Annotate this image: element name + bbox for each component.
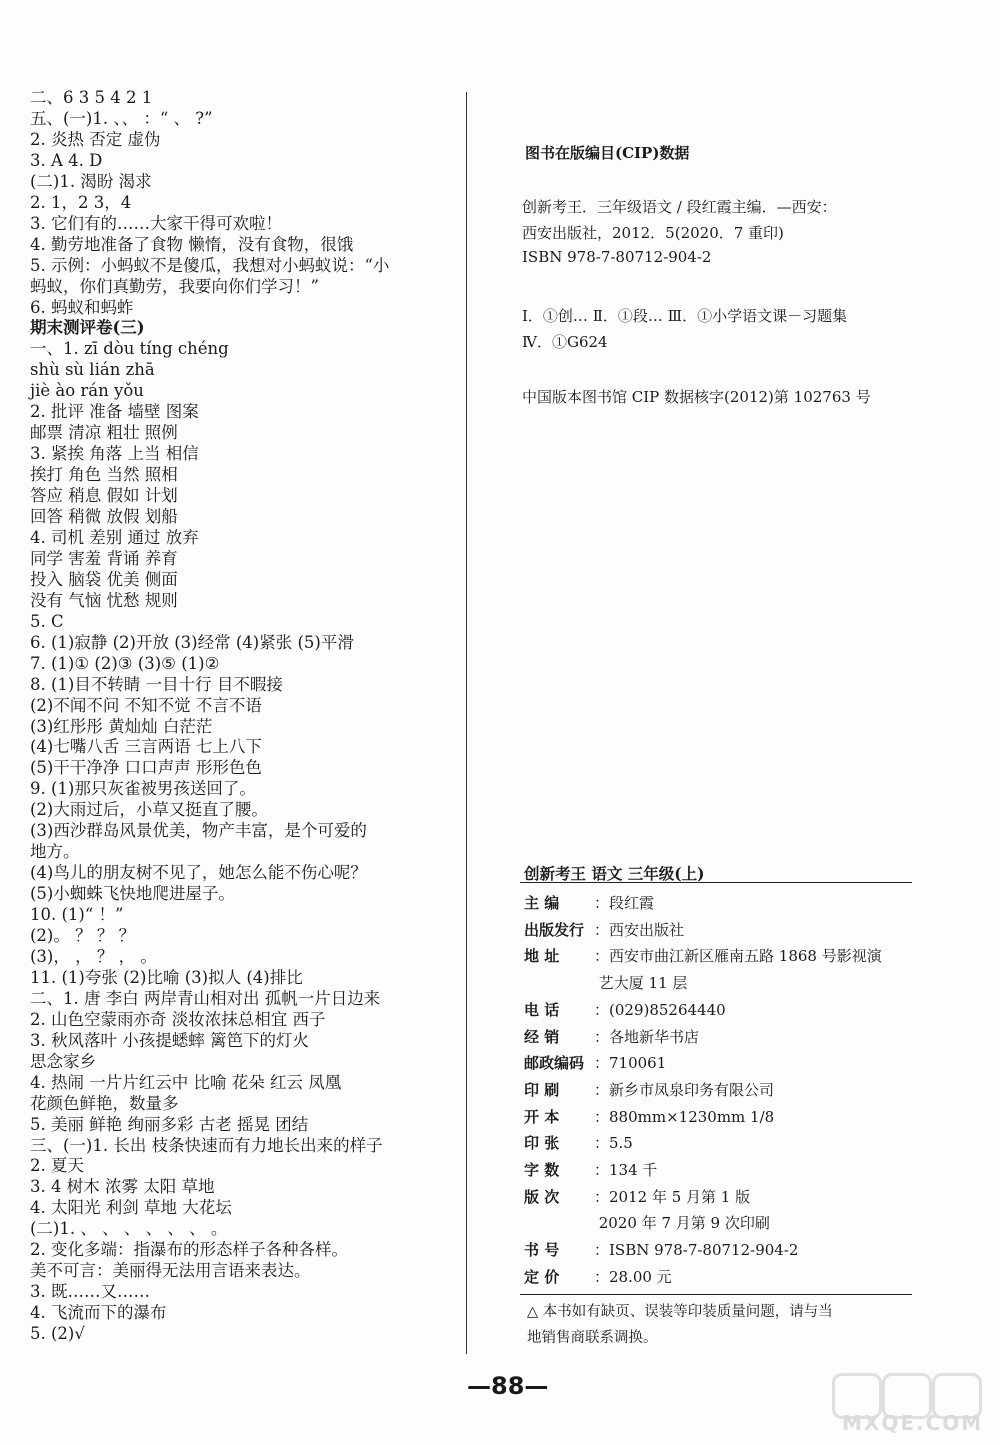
page-number: —88— bbox=[467, 1372, 549, 1400]
answer-line: 3. 它们有的……大家干得可欢啦！ bbox=[30, 213, 282, 233]
cip-line: ISBN 978-7-80712-904-2 bbox=[522, 248, 712, 266]
publication-row bbox=[524, 919, 684, 940]
answer-line: 5. 美丽 鲜艳 绚丽多彩 古老 摇晃 团结 bbox=[30, 1114, 309, 1134]
row-value: ：ISBN 978-7-80712-904-2 bbox=[594, 1241, 799, 1260]
cip-title: 图书在版编目(CIP)数据 bbox=[525, 144, 690, 162]
row-label: 印 刷 bbox=[524, 1080, 560, 1099]
row-label: 地 址 bbox=[524, 947, 560, 966]
publication-row bbox=[524, 1026, 699, 1047]
answer-line: (3)西沙群岛风景优美，物产丰富，是个可爱的 bbox=[30, 821, 367, 841]
publication-row bbox=[524, 1106, 774, 1127]
answer-line: 蚂蚁，你们真勤劳，我要向你们学习！” bbox=[30, 276, 319, 296]
answer-line: 5. C bbox=[30, 611, 64, 631]
answer-line: 3. A 4. D bbox=[30, 150, 103, 170]
answer-line: 4. 太阳光 利剑 草地 大花坛 bbox=[30, 1198, 232, 1218]
answer-line: 11. (1)夸张 (2)比喻 (3)拟人 (4)排比 bbox=[30, 967, 303, 987]
answer-line: 6. 蚂蚁和蚂蚱 bbox=[30, 297, 134, 317]
answer-line: 9. (1)那只灰雀被男孩送回了。 bbox=[30, 779, 256, 799]
row-value: ：880mm×1230mm 1/8 bbox=[594, 1107, 775, 1126]
answer-line: 地方。 bbox=[30, 842, 80, 862]
cip-line: 西安出版社，2012．5(2020．7 重印) bbox=[522, 224, 784, 242]
answer-line: 期末测评卷(三) bbox=[30, 318, 145, 338]
answer-line: (二)1. 、 、 、 、 、 、 。 bbox=[30, 1219, 228, 1239]
answer-line: 3. 既……又…… bbox=[30, 1282, 150, 1302]
answer-line: (5)干干净净 口口声声 形形色色 bbox=[30, 758, 262, 778]
row-value: ：(029)85264440 bbox=[594, 1000, 726, 1019]
cip-line: Ⅳ．①G624 bbox=[522, 333, 608, 351]
watermark-text: MXQE.COM bbox=[842, 1411, 984, 1435]
answer-line: 二、6 3 5 4 2 1 bbox=[30, 88, 153, 107]
answer-line: (2)不闻不问 不知不觉 不言不语 bbox=[30, 695, 262, 715]
answer-line: 五、(一)1. 、、 ：“ 、 ?” bbox=[30, 108, 213, 128]
column-divider bbox=[466, 92, 467, 1354]
answer-line: 6. (1)寂静 (2)开放 (3)经常 (4)紧张 (5)平滑 bbox=[30, 632, 354, 652]
row-value: ：5.5 bbox=[594, 1134, 633, 1153]
row-value: 2020 年 7 月第 9 次印刷 bbox=[594, 1214, 770, 1233]
answer-line: 4. 飞流而下的瀑布 bbox=[30, 1303, 167, 1323]
row-value: ：710061 bbox=[594, 1054, 667, 1073]
answer-line: 投入 脑袋 优美 侧面 bbox=[30, 569, 178, 589]
answer-line: 2. 夏天 bbox=[30, 1156, 84, 1176]
row-value: ：段红霞 bbox=[594, 894, 655, 912]
row-value: ：西安出版社 bbox=[594, 920, 685, 939]
watermark-logo bbox=[832, 1373, 982, 1435]
row-value: 艺大厦 11 层 bbox=[594, 974, 688, 993]
answer-line: 2. 山色空蒙雨亦奇 淡妆浓抹总相宜 西子 bbox=[30, 1009, 326, 1029]
row-value: ：134 千 bbox=[594, 1161, 658, 1179]
answer-line: 2. 炎热 否定 虚伪 bbox=[30, 129, 161, 149]
answer-line: 2. 1，2 3，4 bbox=[30, 192, 132, 212]
publication-row bbox=[524, 1079, 774, 1100]
answer-line: 4. 司机 差别 通过 放弃 bbox=[30, 527, 199, 547]
publication-row bbox=[524, 1212, 770, 1233]
answer-line: 3. 紧挨 角落 上当 相信 bbox=[30, 444, 199, 464]
row-label: 经 销 bbox=[524, 1027, 560, 1046]
answer-line: 回答 稍微 放假 划船 bbox=[30, 507, 178, 526]
publication-row bbox=[524, 892, 654, 913]
answer-line: (3)红彤彤 黄灿灿 白茫茫 bbox=[30, 716, 213, 736]
answer-line: (5)小蜘蛛飞快地爬进屋子。 bbox=[30, 884, 235, 904]
answer-line: 7. (1)① (2)③ (3)⑤ (1)② bbox=[30, 653, 220, 673]
answer-line: 二、1. 唐 李白 两岸青山相对出 孤帆一片日边来 bbox=[30, 988, 381, 1008]
quality-note: 地销售商联系调换。 bbox=[527, 1330, 658, 1346]
publication-row bbox=[524, 1239, 798, 1260]
answer-line: 邮票 清凉 粗壮 照例 bbox=[30, 423, 178, 443]
answer-line: (3)， ， ？ ， 。 bbox=[30, 946, 157, 966]
answer-line: (4)鸟儿的朋友树不见了，她怎么能不伤心呢？ bbox=[30, 863, 367, 883]
row-label: 定 价 bbox=[524, 1267, 560, 1286]
answer-line: 5. 示例：小蚂蚁不是傻瓜，我想对小蚂蚁说：“小 bbox=[30, 255, 390, 275]
answer-line: 8. (1)目不转睛 一目十行 目不暇接 bbox=[30, 674, 283, 694]
answer-line: 没有 气恼 忧愁 规则 bbox=[30, 590, 178, 610]
cip-line: 创新考王．三年级语文 / 段红霞主编．—西安： bbox=[522, 198, 837, 216]
answer-line: 一、1. zī dòu tíng chéng bbox=[30, 339, 229, 359]
answer-line: (二)1. 渴盼 渴求 bbox=[30, 171, 152, 191]
answer-line: 3. 秋风落叶 小孩提蟋蟀 篱笆下的灯火 bbox=[30, 1030, 309, 1050]
answer-line: (4)七嘴八舌 三言两语 七上八下 bbox=[30, 737, 262, 757]
publication-row bbox=[524, 1186, 750, 1207]
row-label: 电 话 bbox=[524, 1000, 560, 1019]
answer-line: (2)。 ？ ？ ？ bbox=[30, 926, 136, 945]
answer-line: 3. 4 树木 浓雾 太阳 草地 bbox=[30, 1177, 215, 1197]
answer-line: 2. 批评 准备 墙壁 图案 bbox=[30, 402, 199, 422]
cip-line: Ⅰ．①创… Ⅱ．①段… Ⅲ．①小学语文课－习题集 bbox=[522, 307, 848, 325]
answer-line: 4. 勤劳地准备了食物 懒惰，没有食物，很饿 bbox=[30, 234, 354, 254]
answer-line: 三、(一)1. 长出 枝条快速而有力地长出来的样子 bbox=[30, 1135, 383, 1155]
row-label: 版 次 bbox=[524, 1187, 560, 1206]
row-label: 书 号 bbox=[524, 1241, 560, 1260]
answer-line: 同学 害羞 背诵 养育 bbox=[30, 548, 178, 568]
row-label: 开 本 bbox=[524, 1107, 560, 1126]
answer-line: 4. 热闹 一片片红云中 比喻 花朵 红云 凤凰 bbox=[30, 1072, 342, 1092]
row-value: ：西安市曲江新区雁南五路 1868 号影视演 bbox=[594, 947, 882, 966]
publication-title: 创新考王 语文 三年级(上) bbox=[524, 864, 705, 883]
answer-line: 10. (1)“ ！” bbox=[30, 905, 124, 925]
answer-line: 花颜色鲜艳，数量多 bbox=[30, 1093, 179, 1113]
answer-line: 思念家乡 bbox=[30, 1051, 96, 1071]
row-value: ：新乡市凤泉印务有限公司 bbox=[594, 1080, 775, 1099]
row-label: 邮政编码 bbox=[524, 1054, 585, 1073]
answer-line: 2. 变化多端：指瀑布的形态样子各种各样。 bbox=[30, 1240, 348, 1260]
answer-line: 答应 稍息 假如 计划 bbox=[30, 486, 178, 506]
publication-row bbox=[524, 1052, 666, 1073]
row-label: 主 编 bbox=[524, 894, 560, 912]
publication-row bbox=[524, 1159, 657, 1180]
rule-top bbox=[520, 882, 912, 883]
answer-line: jiè ào rán yǒu bbox=[30, 381, 144, 401]
row-value: ：各地新华书店 bbox=[594, 1027, 700, 1046]
answer-line: 挨打 角色 当然 照相 bbox=[30, 465, 178, 485]
quality-note: △ 本书如有缺页、误装等印装质量问题，请与当 bbox=[527, 1304, 833, 1320]
row-value: ：2012 年 5 月第 1 版 bbox=[594, 1187, 751, 1206]
publication-row bbox=[524, 945, 882, 966]
answer-line: 5. (2)√ bbox=[30, 1324, 85, 1344]
publication-row bbox=[524, 999, 726, 1020]
answer-line: shù sù lián zhā bbox=[30, 360, 155, 380]
publication-row bbox=[524, 1132, 633, 1153]
rule-bottom bbox=[520, 1294, 912, 1295]
publication-row bbox=[524, 1266, 672, 1287]
row-label: 出版发行 bbox=[524, 920, 585, 939]
row-label: 字 数 bbox=[524, 1161, 560, 1179]
answer-line: 美不可言：美丽得无法用言语来表达。 bbox=[30, 1261, 311, 1281]
row-value: ：28.00 元 bbox=[594, 1267, 672, 1286]
row-label: 印 张 bbox=[524, 1134, 560, 1153]
cip-line: 中国版本图书馆 CIP 数据核字(2012)第 102763 号 bbox=[522, 388, 871, 406]
answer-line: (2)大雨过后，小草又挺直了腰。 bbox=[30, 800, 268, 820]
publication-row bbox=[524, 972, 687, 993]
